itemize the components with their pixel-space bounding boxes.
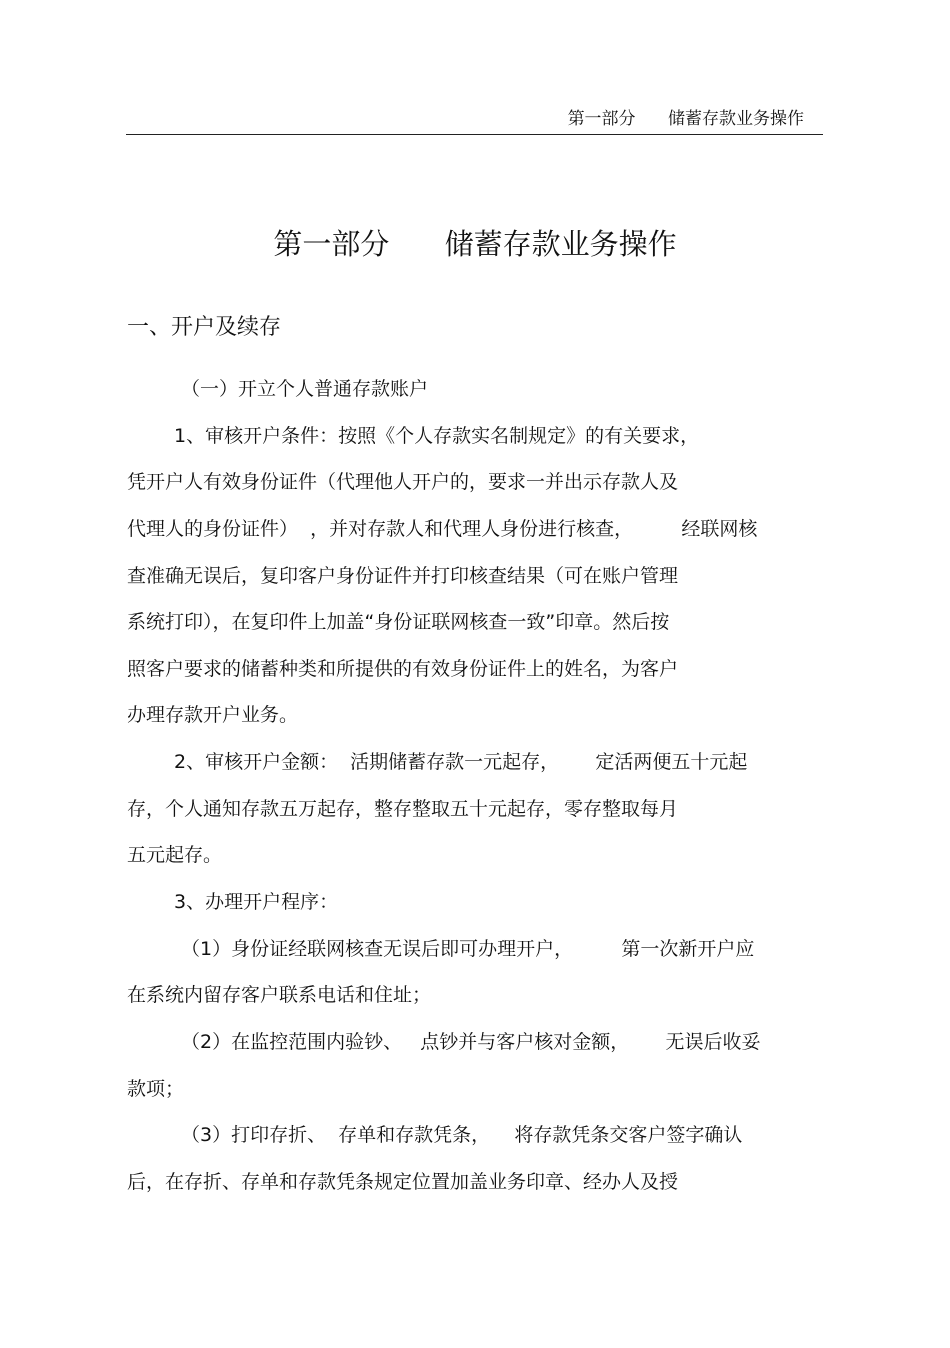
paragraph-line: 查准确无误后，复印客户身份证件并打印核查结果（可在账户管理 [127, 565, 679, 587]
paragraph-line: 存，个人通知存款五万起存，整存整取五十元起存，零存整取每月 [127, 798, 679, 820]
paragraph-line: （3）打印存折、 存单和存款凭条， 将存款凭条交客户签字确认 [181, 1124, 743, 1146]
paragraph-line: 代理人的身份证件） ，并对存款人和代理人身份进行核查， 经联网核 [127, 518, 758, 540]
document-title: 第一部分 储蓄存款业务操作 [273, 227, 677, 261]
paragraph-line: （1）身份证经联网核查无误后即可办理开户， 第一次新开户应 [181, 938, 755, 960]
paragraph-line: （2）在监控范围内验钞、 点钞并与客户核对金额， 无误后收妥 [181, 1031, 761, 1053]
section-heading: 一、开户及续存 [127, 315, 282, 340]
running-header: 第一部分 储蓄存款业务操作 [567, 109, 804, 129]
paragraph-line: 在系统内留存客户联系电话和住址； [127, 984, 432, 1006]
paragraph-line: 3、办理开户程序： [174, 891, 339, 913]
paragraph-line: 办理存款开户业务。 [127, 704, 299, 726]
paragraph-line: 照客户要求的储蓄种类和所提供的有效身份证件上的姓名，为客户 [127, 658, 679, 680]
header-rule [126, 134, 823, 135]
paragraph-line: 后，在存折、存单和存款凭条规定位置加盖业务印章、经办人及授 [127, 1171, 679, 1193]
paragraph-line: 五元起存。 [127, 844, 223, 866]
paragraph-line: 1、审核开户条件：按照《个人存款实名制规定》的有关要求， [174, 425, 700, 447]
paragraph-line: 2、审核开户金额： 活期储蓄存款一元起存， 定活两便五十元起 [174, 751, 748, 773]
subsection-heading: （一）开立个人普通存款账户 [181, 378, 429, 400]
paragraph-line: 系统打印），在复印件上加盖“身份证联网核查一致”印章。然后按 [127, 611, 670, 633]
paragraph-line: 款项； [127, 1078, 185, 1100]
paragraph-line: 凭开户人有效身份证件（代理他人开户的，要求一并出示存款人及 [127, 471, 679, 493]
